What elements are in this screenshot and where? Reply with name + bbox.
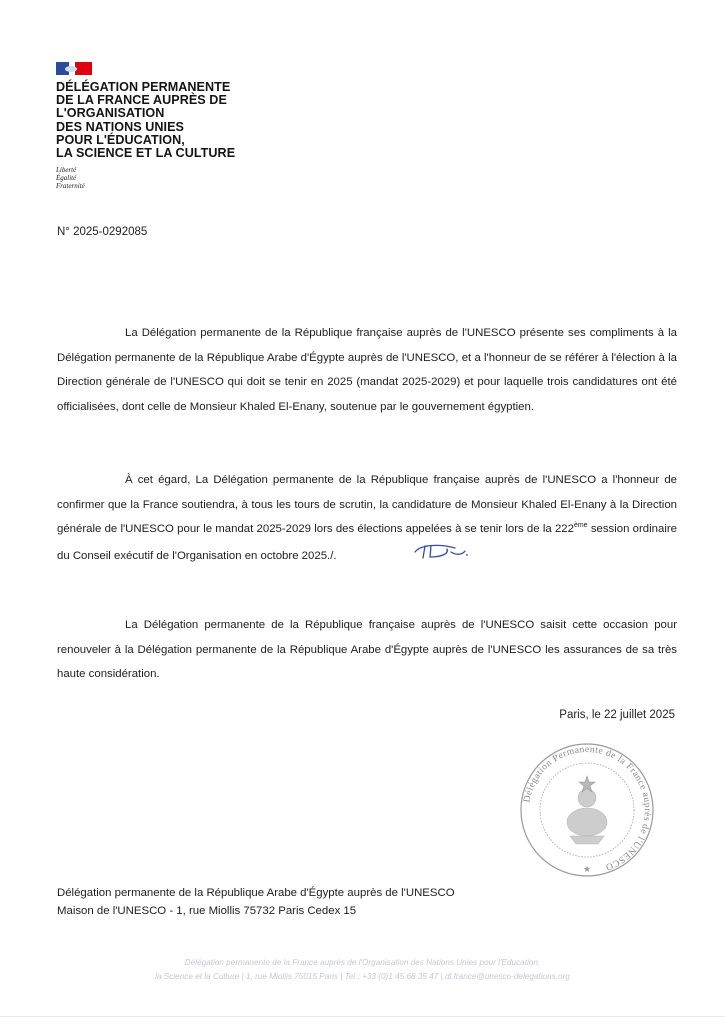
paragraph-3-text: La Délégation permanente de la République française auprès de l'UNESCO saisit cette occasion pour renouveler à la Délégation permanente de la République Arabe d'Égypte auprès de l'UNESCO les assurances de sa très haute considération. <box>57 619 677 681</box>
footer-line-1: Délégation permanente de la France auprès de l'Organisation des Nations Unies pour l'Education, <box>184 958 541 967</box>
ordinal-suffix: ème <box>573 522 588 530</box>
footer-line-2: la Science et la Culture | 1, rue Miollis 75015 Paris | Tel.: +33 (0)1 45 68 35 47 | dl.france@unesco-delegations.org <box>155 972 570 981</box>
org-line: LA SCIENCE ET LA CULTURE <box>56 146 236 161</box>
motto-liberte: Liberté <box>56 166 77 175</box>
paragraph-2-part-1: À cet égard, La Délégation permanente de la République française auprès de l'UNESCO a l'honneur de confirmer que la France soutiendra, à tous les tours de scrutin, la candidature de Monsieur Khaled El-Enany à la Direction générale de l'UNESCO pour le mandat 2025-2029 lors des élections appelées à se tenir lors de la 222 <box>57 474 677 536</box>
organization-name <box>56 81 356 160</box>
republic-motto <box>56 166 356 190</box>
marianne-logo <box>56 62 92 75</box>
reference-number: N° 2025-0292085 <box>57 226 148 238</box>
org-line: POUR L'ÉDUCATION, <box>56 132 185 147</box>
motto-egalite: Égalité <box>56 174 77 183</box>
recipient-street: Maison de l'UNESCO - 1, rue Miollis 75732 Paris Cedex 15 <box>57 905 357 917</box>
org-line: DE LA FRANCE AUPRÈS DE <box>56 93 227 108</box>
svg-text:★: ★ <box>582 865 592 875</box>
svg-text:Délégation Permanente de la Fr: Délégation Permanente de la France auprès de l'UNESCO <box>522 744 653 872</box>
paragraph-2-text <box>57 468 677 569</box>
paragraph-1-text: La Délégation permanente de la République française auprès de l'UNESCO présente ses compliments à la Délégation permanente de la République Arabe d'Égypte auprès de l'UNESCO, et a l'honneur de se référer à l'élection à la Direction générale de l'UNESCO qui doit se tenir en 2025 (mandat 2025-2029) et pour laquelle trois candidatures ont été officialisées, dont celle de Monsieur Khaled El-Enany, soutenue par le gouvernement égyptien. <box>57 327 677 413</box>
org-line: L'ORGANISATION <box>56 106 165 121</box>
recipient-name: Délégation permanente de la République Arabe d'Égypte auprès de l'UNESCO <box>57 887 455 899</box>
place-and-date: Paris, le 22 juillet 2025 <box>559 709 675 721</box>
handwritten-initials-icon <box>343 542 469 570</box>
page-edge-divider <box>0 1016 725 1017</box>
org-line: DES NATIONS UNIES <box>56 119 184 134</box>
paragraph-2-part-2: session ordinaire du Conseil exécutif de l'Organisation en octobre 2025./. <box>57 523 677 562</box>
paragraph-3 <box>57 613 677 687</box>
letter-footer <box>0 956 725 984</box>
recipient-address <box>57 884 455 920</box>
paragraph-2 <box>57 468 677 569</box>
letterhead <box>56 62 356 190</box>
org-line: DÉLÉGATION PERMANENTE <box>56 80 231 94</box>
official-seal-stamp <box>512 740 662 880</box>
motto-fraternite: Fraternité <box>56 182 85 191</box>
paragraph-1 <box>57 321 677 419</box>
